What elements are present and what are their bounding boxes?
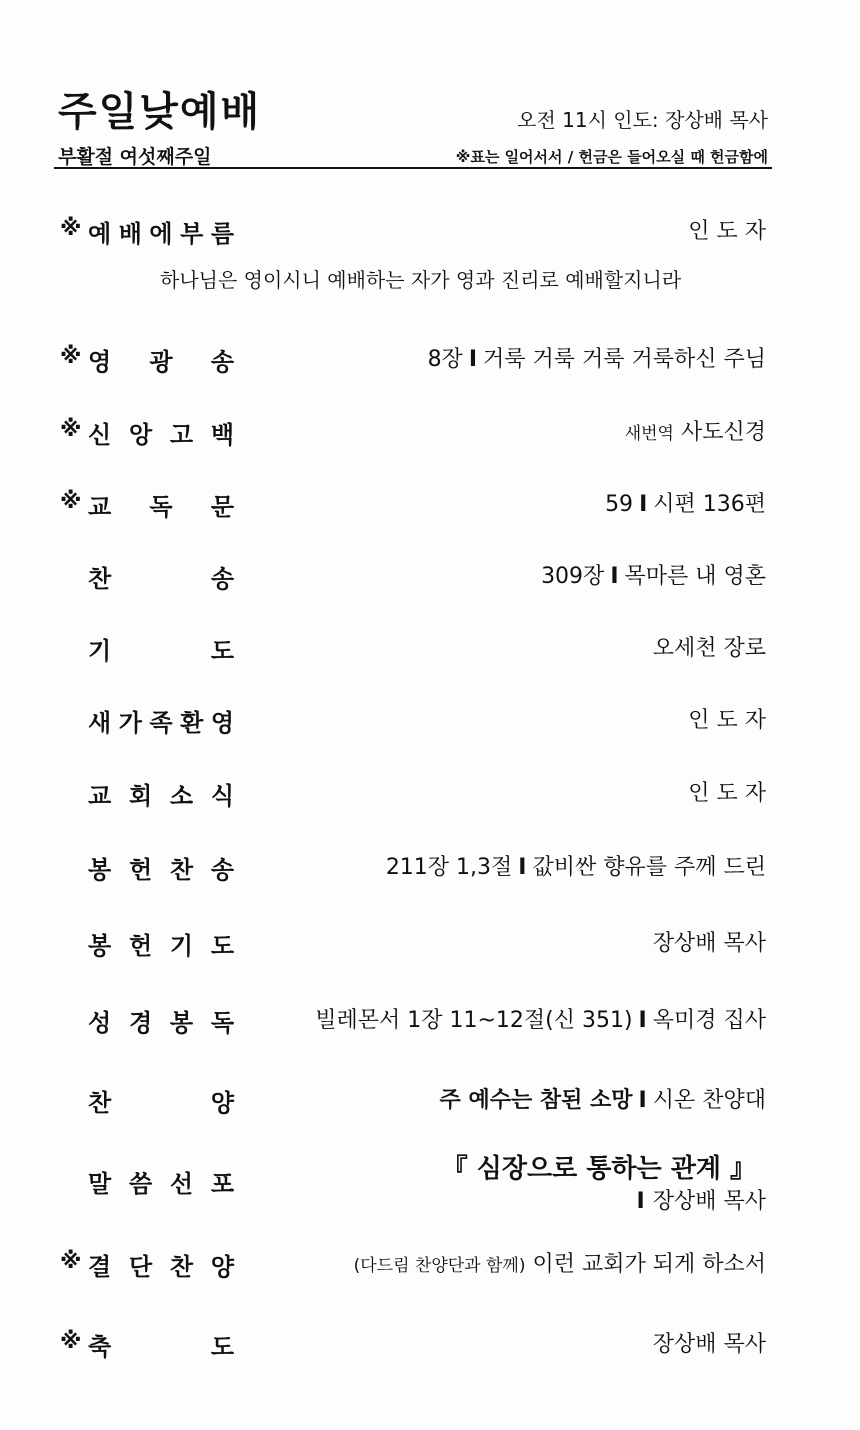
order-item-newcomer-welcome — [0, 699, 860, 739]
order-label: 찬 양 — [88, 1089, 234, 1117]
service-time-leader: 오전 11시 인도: 장상배 목사 — [517, 108, 768, 132]
order-content: 오세천 장로 — [652, 636, 766, 661]
order-item-offertory-hymn — [0, 846, 860, 886]
standing-mark: ※ — [60, 417, 82, 442]
order-item-anthem — [0, 1079, 860, 1119]
order-item-creed — [0, 411, 860, 451]
sermon-title: 『 심장으로 통하는 관계 』 — [441, 1154, 756, 1184]
order-label: 신 앙 고 백 — [88, 421, 234, 449]
order-item-scripture-reading — [0, 999, 860, 1039]
order-label: 말 씀 선 포 — [88, 1170, 234, 1198]
order-label: 결 단 찬 양 — [88, 1253, 234, 1281]
order-content: 인 도 자 — [688, 781, 766, 806]
order-item-benediction — [0, 1323, 860, 1363]
order-label: 성 경 봉 독 — [88, 1009, 234, 1037]
order-label: 예 배 에 부 름 — [88, 220, 234, 248]
standing-mark: ※ — [60, 1329, 82, 1354]
order-item-church-news — [0, 772, 860, 812]
separator: I — [610, 564, 619, 589]
standing-mark: ※ — [60, 1249, 82, 1274]
standing-offering-note: ※표는 일어서서 / 헌금은 들어오실 때 헌금함에 — [455, 148, 768, 166]
order-label: 교 독 문 — [88, 493, 234, 521]
separator: I — [638, 1088, 647, 1113]
call-to-worship-verse: 하나님은 영이시니 예배하는 자가 영과 진리로 예배할지니라 — [160, 268, 682, 292]
order-content: 장상배 목사 — [652, 1332, 766, 1357]
standing-mark: ※ — [60, 344, 82, 369]
service-subtitle: 부활절 여섯째주일 — [58, 146, 212, 168]
order-label: 새 가 족 환 영 — [88, 709, 234, 737]
order-item-responsive-reading — [0, 483, 860, 523]
order-item-prayer — [0, 627, 860, 667]
separator: I — [518, 855, 527, 880]
separator: I — [636, 1189, 645, 1214]
sermon-preacher: I 장상배 목사 — [636, 1189, 766, 1214]
order-label: 영 광 송 — [88, 348, 234, 376]
order-content: 인 도 자 — [688, 708, 766, 733]
page-title: 주일낮예배 — [58, 89, 262, 135]
order-content: 주 예수는 참된 소망 I 시온 찬양대 — [439, 1088, 766, 1113]
separator: I — [468, 347, 477, 372]
header-divider — [54, 167, 772, 169]
order-item-offertory-prayer — [0, 922, 860, 962]
order-label: 찬 송 — [88, 565, 234, 593]
separator: I — [639, 492, 648, 517]
order-content: 8장 I 거룩 거룩 거룩 거룩하신 주님 — [427, 347, 766, 372]
order-content: 인 도 자 — [688, 219, 766, 244]
order-label: 기 도 — [88, 637, 234, 665]
standing-mark: ※ — [60, 489, 82, 514]
order-item-gloria — [0, 338, 860, 378]
order-label: 축 도 — [88, 1333, 234, 1361]
order-content: 309장 I 목마른 내 영혼 — [541, 564, 766, 589]
order-content: 장상배 목사 — [652, 931, 766, 956]
order-label: 교 회 소 식 — [88, 782, 234, 810]
order-content: (다드림 찬양단과 함께) 이런 교회가 되게 하소서 — [353, 1252, 766, 1277]
standing-mark: ※ — [60, 216, 82, 241]
order-content: 새번역 사도신경 — [624, 420, 766, 445]
order-content: 빌레몬서 1장 11~12절(신 351) I 옥미경 집사 — [315, 1008, 766, 1033]
order-item-hymn — [0, 555, 860, 595]
order-content: 59 I 시편 136편 — [605, 492, 766, 517]
order-label: 봉 헌 찬 송 — [88, 856, 234, 884]
order-content: 211장 1,3절 I 값비싼 향유를 주께 드린 — [385, 855, 766, 880]
separator: I — [638, 1008, 647, 1033]
order-item-call-to-worship — [0, 210, 860, 250]
order-item-response-song — [0, 1243, 860, 1283]
order-label: 봉 헌 기 도 — [88, 932, 234, 960]
